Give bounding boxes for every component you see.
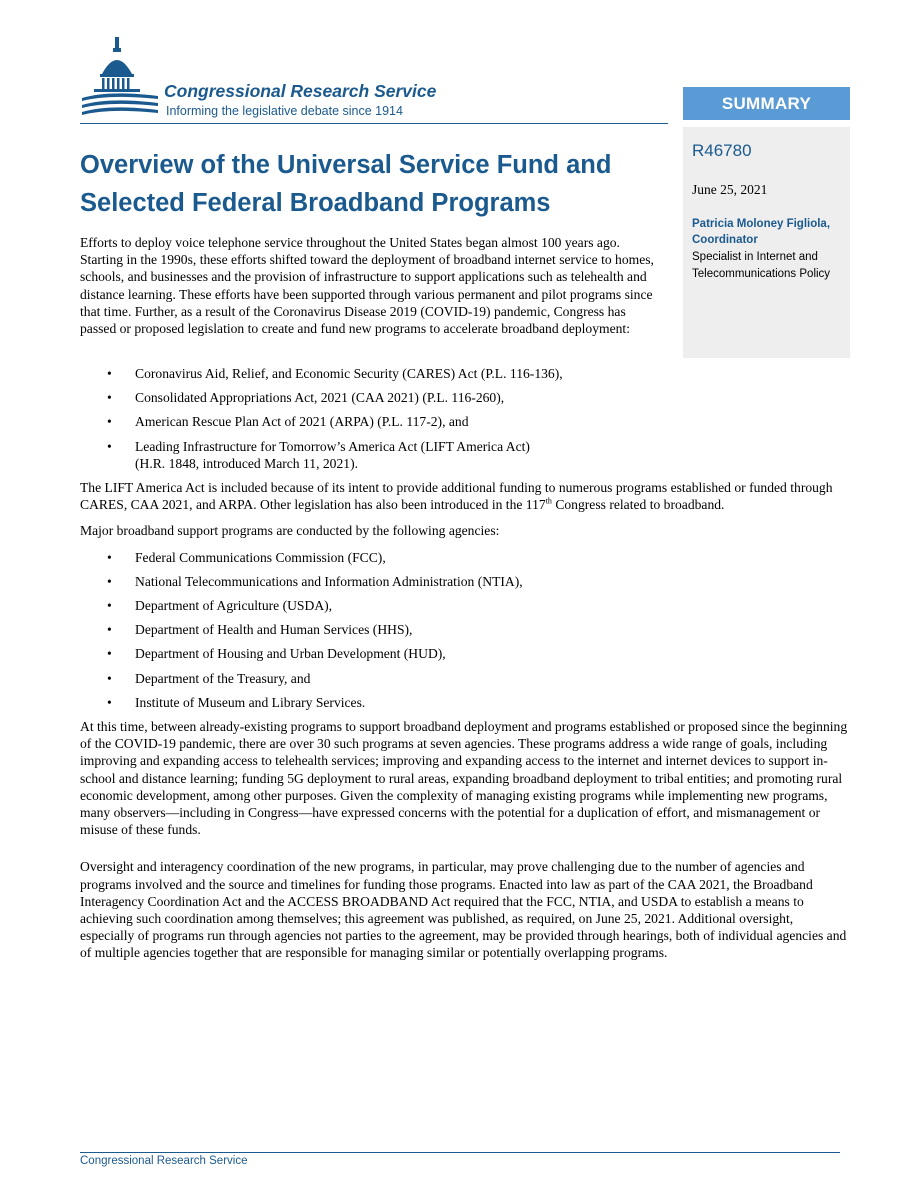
programs-paragraph: At this time, between already-existing programs to support broadband deployment and programs established or proposed since the beginning of the COVID-19 pandemic, there are over 30 such programs at seven agencies. These programs address a wide range of goals, including improving and expanding access to telehealth services; improving and expanding access to the internet and internet devices to support in-school and distance learning; funding 5G deployment to rural areas, expanding broadband deployment to tribal entities; and promoting rural economic development, among other purposes. Given the complexity of managing existing programs while implementing new programs, many observers—including in Congress—have expressed concerns with the potential for a duplication of effort, and mismanagement or misuse of these funds. (80, 719, 848, 838)
report-title: Overview of the Universal Service Fund and Selected Federal Broadband Programs (80, 151, 612, 217)
list-item: • Federal Communications Commission (FCC), (80, 549, 848, 566)
intro-paragraph: Efforts to deploy voice telephone service throughout the United States began almost 100 years ago. Starting in the 1990s, these efforts shifted toward the deployment of broadband internet service to homes, schools, and businesses and the provision of infrastructure to support applications such as telehealth and distance learning. These efforts have been supported through various permanent and pilot programs since that time. Further, as a result of the Coronavirus Disease 2019 (COVID-19) pandemic, Congress has passed or proposed legislation to create and fund new programs to accelerate broadband deployment: (80, 235, 654, 337)
list-item: • American Rescue Plan Act of 2021 (ARPA) (P.L. 117-2), and (80, 413, 848, 430)
list-item: • Coronavirus Aid, Relief, and Economic Security (CARES) Act (P.L. 116-136), (80, 365, 848, 382)
lift-paragraph-text: The LIFT America Act is included because of its intent to provide additional funding to numerous programs established or funded through CARES, CAA 2021, and ARPA. Other legislation has also been introduced in the 117 (80, 480, 833, 513)
summary-band: SUMMARY (683, 87, 850, 120)
capitol-dome-icon (80, 34, 160, 122)
legislation-list (80, 365, 848, 472)
lift-paragraph-text-end: Congress related to broadband. (551, 497, 725, 513)
agencies-intro: Major broadband support programs are conducted by the following agencies: (80, 523, 500, 539)
report-number: R46780 (692, 141, 752, 160)
agencies-list (80, 549, 848, 711)
org-tagline: Informing the legislative debate since 1914 (166, 104, 403, 118)
list-item: • National Telecommunications and Information Administration (NTIA), (80, 573, 848, 590)
list-item: • Department of Health and Human Services (HHS), (80, 621, 848, 638)
body-section (80, 365, 848, 971)
intro-section (80, 234, 664, 346)
list-item: • Department of Housing and Urban Development (HUD), (80, 645, 848, 662)
ordinal-superscript: th (545, 496, 552, 506)
list-item-text: Leading Infrastructure for Tomorrow’s America Act (LIFT America Act) (135, 438, 530, 454)
footer-org: Congressional Research Service (80, 1155, 248, 1167)
oversight-paragraph: Oversight and interagency coordination of the new programs, in particular, may prove challenging due to the number of agencies and programs involved and the source and timelines for funding those programs. Enacted into law as part of the CAA 2021, the Broadband Interagency Coordination Act and the ACCESS BROADBAND Act required that the FCC, NTIA, and USDA to establish a means to achieving such coordination among themselves; this agreement was published, as required, on June 25, 2021. Additional oversight, especially of programs run through agencies not parties to the agreement, may be provided through hearings, both of individual agencies and of multiple agencies together that are responsible for managing similar or potentially overlapping programs. (80, 859, 847, 961)
list-item: • Consolidated Appropriations Act, 2021 (CAA 2021) (P.L. 116-260), (80, 389, 848, 406)
header-divider (80, 123, 668, 124)
list-item: • Institute of Museum and Library Services. (80, 694, 848, 711)
report-info-box (683, 127, 850, 358)
author-name: Patricia Moloney Figliola, Coordinator (692, 218, 831, 246)
list-item: • Department of Agriculture (USDA), (80, 597, 848, 614)
author-role: Specialist in Internet and Telecommunications Policy (692, 251, 831, 280)
lift-paragraph (80, 479, 848, 513)
list-item-text-line2: (H.R. 1848, introduced March 11, 2021). (135, 455, 358, 471)
footer-divider (80, 1152, 840, 1153)
list-item: • Department of the Treasury, and (80, 670, 848, 687)
report-date: June 25, 2021 (692, 182, 768, 197)
crs-logo (80, 34, 480, 124)
list-item (80, 438, 848, 472)
org-name: Congressional Research Service (164, 81, 437, 101)
